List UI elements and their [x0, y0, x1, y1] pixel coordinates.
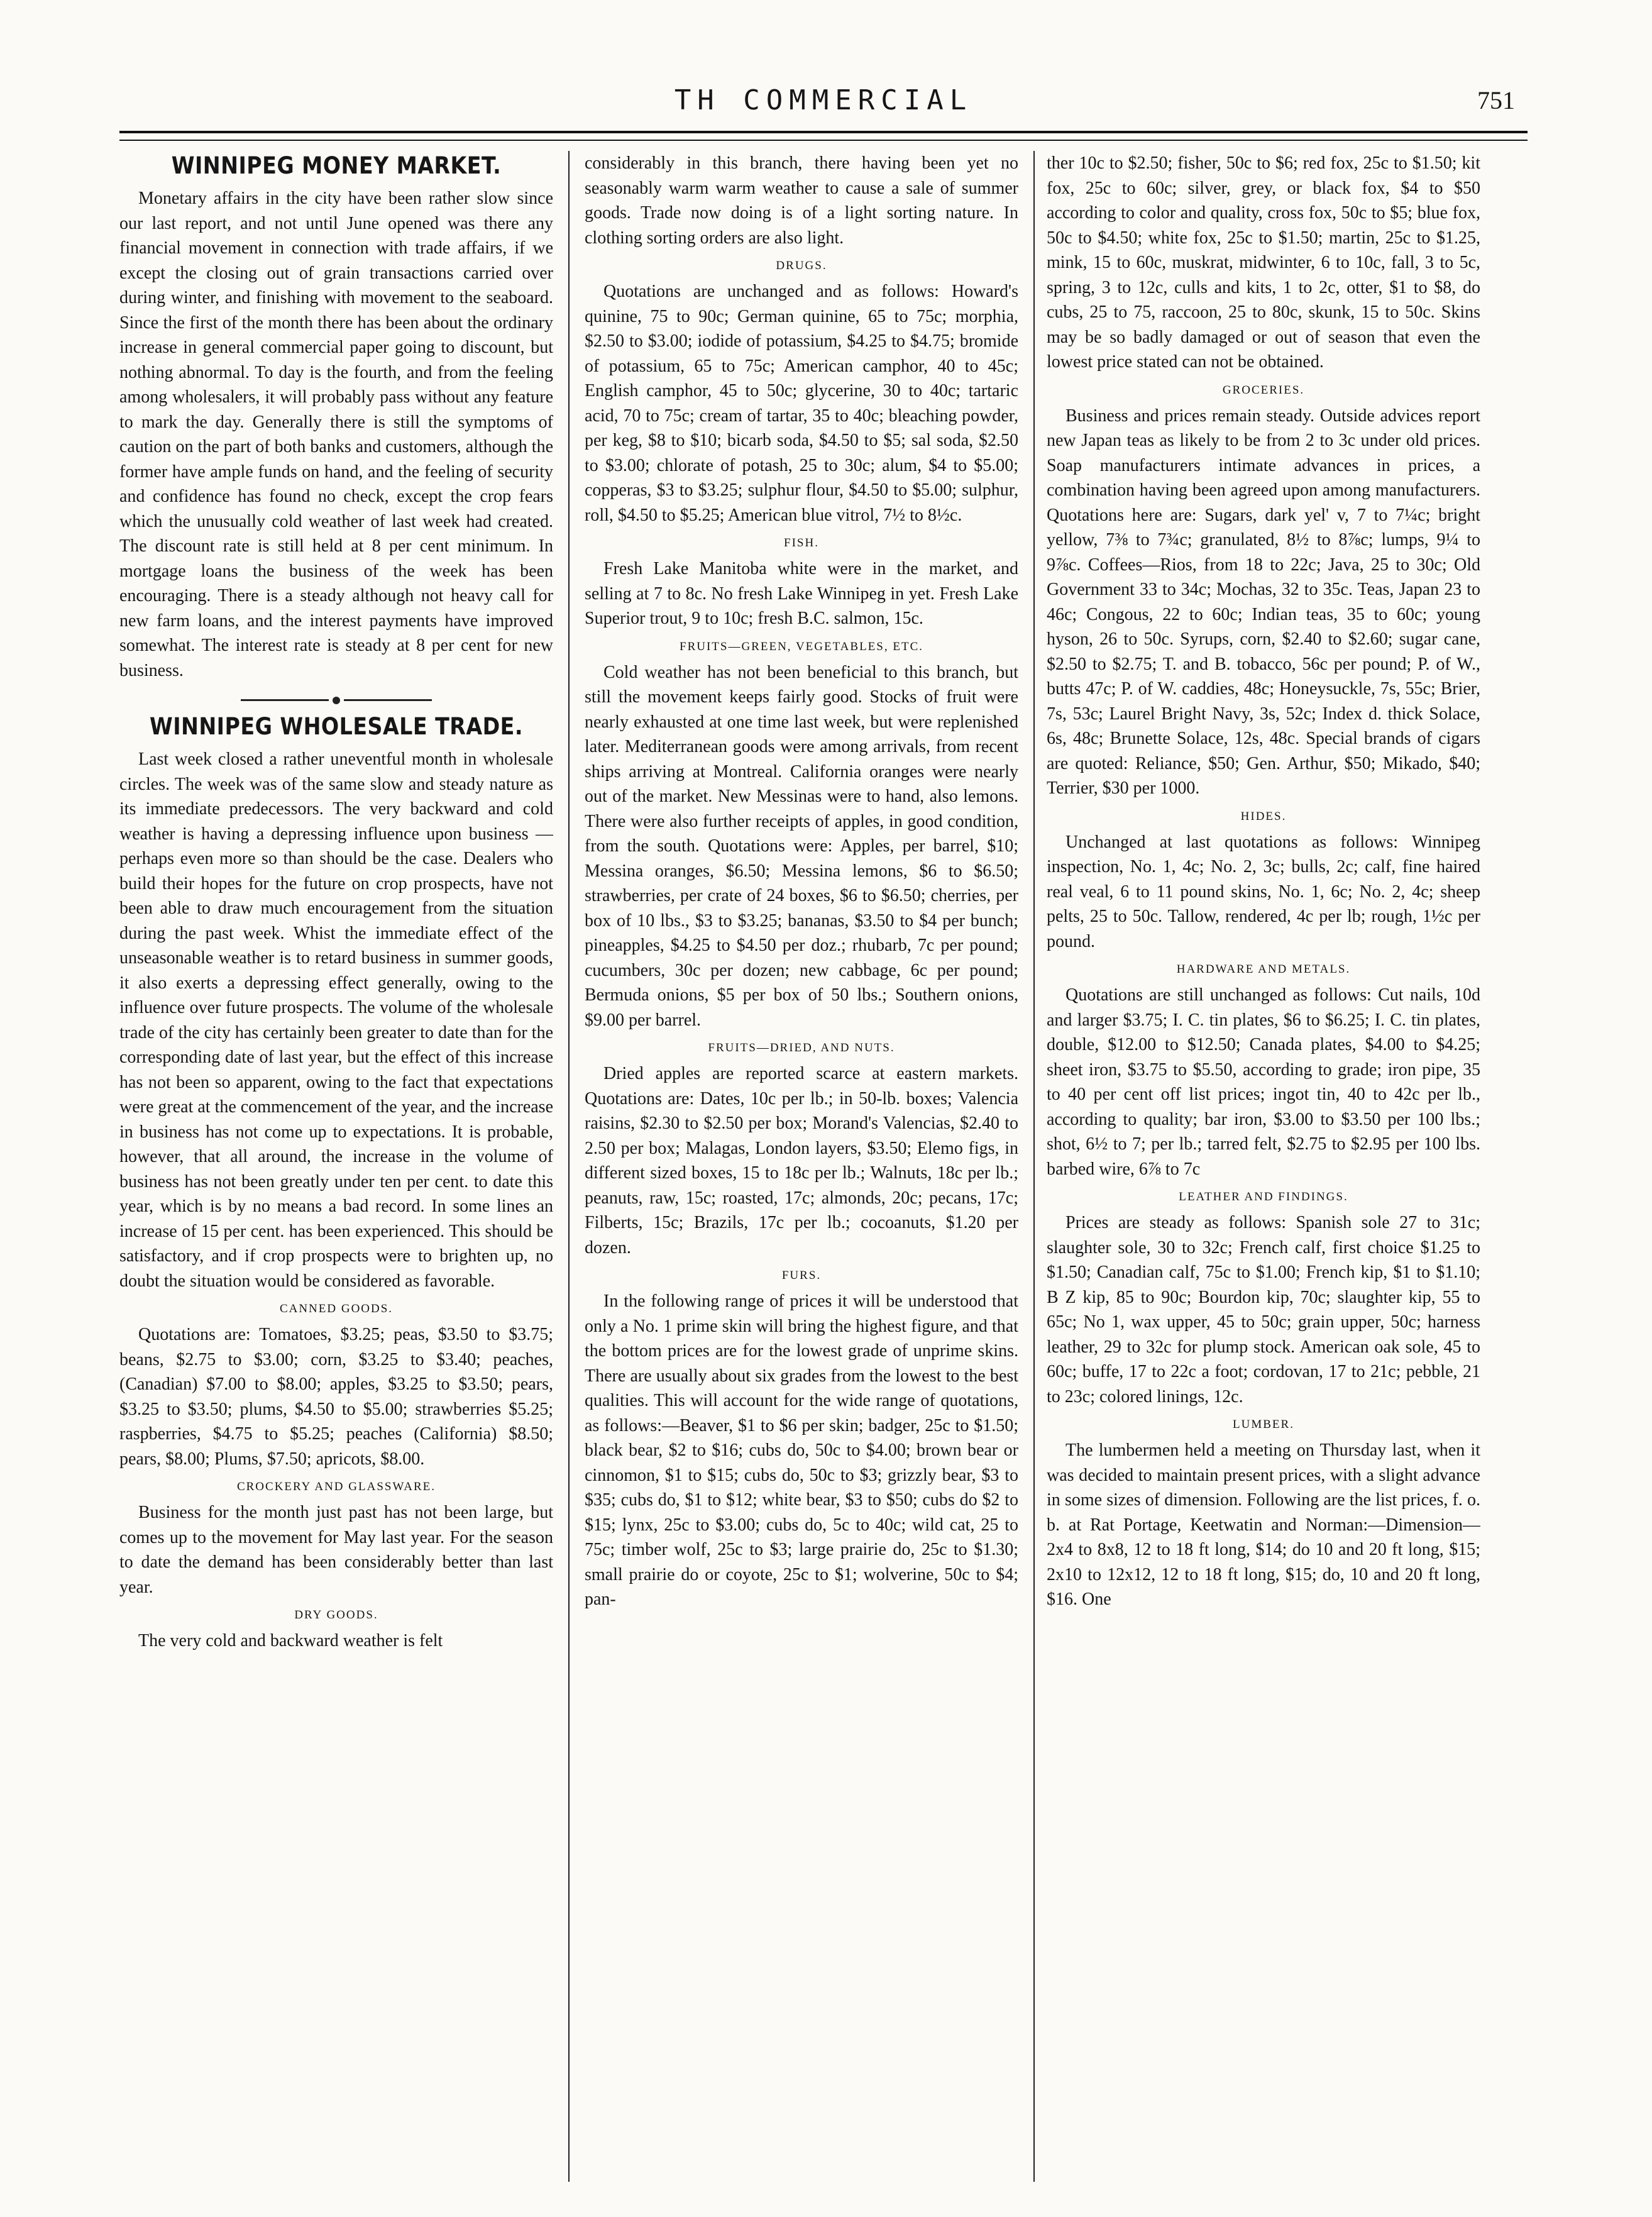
section-subhead: DRUGS. — [776, 259, 827, 272]
section-subhead: LEATHER AND FINDINGS. — [1179, 1190, 1348, 1203]
article-separator — [119, 687, 553, 705]
section-subhead: DRY GOODS. — [294, 1608, 378, 1622]
section-subhead: CROCKERY AND GLASSWARE. — [236, 1480, 436, 1493]
article-paragraph: Unchanged at last quotations as follows: Winnipeg inspection, No. 1, 4c; No. 2, 3c; bulls, 2c; calf, fine haired real veal, 6 to 11 pound skins, No. 1, 6c; No. 2, 4c; sheep pelts, 25 to 50c. Tallow, rendered, 4c per lb; rough, 1½c per pound. — [1047, 832, 1480, 951]
column-divider — [568, 151, 570, 2182]
section-subhead: LUMBER. — [1233, 1418, 1294, 1431]
article-paragraph: Last week closed a rather uneventful month in wholesale circles. The week was of the same slow and steady nature as its immediate predecessors. The very backward and cold weather is having a depressing influence upon business —perhaps even more so than should be the case. Dealers who build their hopes for the future on crop prospects, have not been able to draw much encouragement from the situation during the past week. Whist the immediate effect of the unseasonable weather is to retard business in summer goods, it also exerts a depressing effect generally, owing to the influence over future prospects. The volume of the wholesale trade of the city has certainly been greater to date than for the corresponding date of last year, but the effect of this increase has not been so apparent, owing to the fact that expectations were great at the commencement of the year, and the increase in business has not come up to expectations. It is probable, however, that all around, the increase in the volume of business has not been greatly under ten per cent. to date this year, which is by no means a bad record. In some lines an increase of 15 per cent. has been experienced. This should be satisfactory, and if crop prospects were to brighten up, no doubt the situation would be considered as favorable. — [119, 749, 553, 1291]
article-paragraph: In the following range of prices it will be understood that only a No. 1 prime skin will bring the highest figure, and that the bottom prices are for the lowest grade of unprime skins. There are usually about six grades from the lowest to the best qualities. This will account for the wide range of quotations, as follows:—Beaver, $1 to $6 per skin; badger, 25c to $1.50; black bear, $2 to $16; cubs do, 50c to $4.00; brown bear or cinnomon, $1 to $15; cubs do, 50c to $3; grizzly bear, $3 to $35; cubs do, $1 to $12; white bear, $3 to $50; cubs do $2 to $15; lynx, 25c to $3.00; cubs do, 5c to 40c; wild cat, 25 to 75c; timber wolf, 25c to $3; large prairie do, 25c to $1.30; small prairie do or coyote, 25c to $1; wolverine, 50c to $4; pan- — [585, 1291, 1018, 1609]
article-paragraph: ther 10c to $2.50; fisher, 50c to $6; red fox, 25c to $1.50; kit fox, 25c to 60c; silver, grey, or black fox, $4 to $50 according to color and quality, cross fox, 50c to $5; blue fox, 50c to $4.50; white fox, 25c to $1.50; martin, 25c to $1.25, mink, 15 to 60c, muskrat, midwinter, 6 to 10c, fall, 3 to 5c, spring, 3 to 12c, culls and kits, 1 to 2c, otter, $1 to $8, do cubs, 25 to 75, raccoon, 25 to 80c, skunk, 15 to 50c. Skins may be so badly damaged or out of season that even the lowest price stated can not be obtained. — [1047, 153, 1480, 372]
header-rule-thin — [119, 140, 1528, 141]
column-right — [1047, 151, 1480, 2194]
article-paragraph: Business for the month just past has not been large, but comes up to the movement for May last year. For the season to date the demand has been considerably better than last year. — [119, 1503, 553, 1597]
article-paragraph: Quotations are still unchanged as follows: Cut nails, 10d and larger $3.75; I. C. tin plates, $6 to $6.25; I. C. tin plates, double, $12.00 to $12.50; Canada plates, $4.00 to $4.25; sheet iron, $3.75 to $5.50, according to grade; iron pipe, 35 to 40 per cent off list prices; ingot tin, 40 to 42c per lb., according to quality; bar iron, $3.00 to $3.50 per 100 lbs.; shot, 6½ to 7; per lb.; tarred felt, $2.75 to $2.95 per 100 lbs. barbed wire, 6⅞ to 7c — [1047, 985, 1480, 1179]
column-divider — [1033, 151, 1035, 2182]
section-subhead: HIDES. — [1240, 809, 1287, 823]
section-subhead: FRUITS—DRIED, AND NUTS. — [708, 1041, 895, 1054]
page-number: 751 — [1477, 86, 1515, 114]
article-paragraph: Cold weather has not been beneficial to this branch, but still the movement keeps fairly good. Stocks of fruit were nearly exhausted at one time last week, but were replenished later. Mediterranean goods were among arrivals, from recent ships arriving at Montreal. California oranges were nearly out of the market. New Messinas were to hand, also lemons. There were also further receipts of apples, in good condition, from the south. Quotations were: Apples, per barrel, $10; Messina oranges, $6.50; Messina lemons, $6 to $6.50; strawberries, per crate of 24 boxes, $6 to $6.50; cherries, per box of 10 lbs., $3 to $3.25; bananas, $3.50 to $4 per bunch; pineapples, $4.25 to $4.50 per doz.; rhubarb, 7c per pound; cucumbers, 30c per dozen; new cabbage, 6c per pound; Bermuda onions, $5 per box of 50 lbs.; Southern onions, $9.00 per barrel. — [585, 662, 1018, 1030]
article-headline: WINNIPEG MONEY MARKET. — [171, 152, 502, 179]
column-left — [119, 151, 553, 2194]
section-subhead: FRUITS—GREEN, VEGETABLES, ETC. — [680, 639, 923, 653]
masthead — [119, 80, 1528, 131]
article-paragraph: Dried apples are reported scarce at eastern markets. Quotations are: Dates, 10c per lb.; in 50-lb. boxes; Valencia raisins, $2.30 to $2.50 per box; Morand's Valencias, $2.40 to 2.50 per box; Malagas, London layers, $3.50; Elemo figs, in different sized boxes, 15 to 18c per lb.; Walnuts, 18c per lb.; peanuts, raw, 15c; roasted, 17c; almonds, 20c; pecans, 17c; Filberts, 15c; Brazils, 17c per lb.; cocoanuts, $1.20 per dozen. — [585, 1064, 1018, 1258]
article-paragraph: The lumbermen held a meeting on Thursday last, when it was decided to maintain present prices, with a slight advance in some sizes of dimension. Following are the list prices, f. o. b. at Rat Portage, Keetwatin and Norman:—Dimension—2x4 to 8x8, 12 to 18 ft long, $14; do 10 and 20 ft long, $15; 2x10 to 12x12, 12 to 18 ft long, $15; do, 10 and 20 ft long, $16. One — [1047, 1440, 1480, 1609]
article-paragraph: Prices are steady as follows: Spanish sole 27 to 31c; slaughter sole, 30 to 32c; French calf, first choice $1.25 to $1.50; Canadian calf, 75c to $1.00; French kip, $1 to $1.10; B Z kip, 85 to 90c; Bourdon kip, 70c; slaughter kip, 55 to 65c; No 1, wax upper, 45 to 50c; grain upper, 50c; harness leather, 29 to 32c for plump stock. American oak sole, 45 to 60c; buffe, 17 to 22c a foot; cordovan, 17 to 21c; pebble, 21 to 23c; colored linings, 12c. — [1047, 1213, 1480, 1407]
article-paragraph: Quotations are unchanged and as follows: Howard's quinine, 75 to 90c; German quinine, 65 to 75c; morphia, $2.50 to $3.00; iodide of potassium, $4.25 to $4.75; bromide of potassium, 65 to 75c; American camphor, 40 to 45c; English camphor, 45 to 50c; glycerine, 30 to 40c; tartaric acid, 70 to 75c; cream of tartar, 35 to 40c; bleaching powder, per keg, $8 to $10; bicarb soda, $4.50 to $5; sal soda, $2.50 to $3.00; chlorate of potash, 25 to 30c; alum, $4 to $5.00; copperas, $3 to $3.25; sulphur flour, $4.50 to $5.00; sulphur, roll, $4.50 to $5.25; American blue vitrol, 7½ to 8½c. — [585, 282, 1018, 525]
section-subhead: CANNED GOODS. — [279, 1302, 394, 1315]
section-subhead: FURS. — [781, 1269, 822, 1282]
article-paragraph: considerably in this branch, there having been yet no seasonably warm warm weather to cause a sale of summer goods. Trade now doing is of a light sorting nature. In clothing sorting orders are also light. — [585, 153, 1018, 248]
article-paragraph: Quotations are: Tomatoes, $3.25; peas, $3.50 to $3.75; beans, $2.75 to $3.00; corn, $3.25 to $3.40; peaches, (Canadian) $7.00 to $8.00; apples, $3.25 to $3.50; pears, $3.25 to $3.50; plums, $4.50 to $5.00; strawberries $5.25; raspberries, $4.75 to $5.25; peaches (California) $8.50; pears, $8.00; Plums, $7.50; apricots, $8.00. — [119, 1325, 553, 1469]
publication-title: TH COMMERCIAL — [674, 84, 973, 116]
section-subhead: HARDWARE AND METALS. — [1176, 963, 1351, 976]
article-headline: WINNIPEG WHOLESALE TRADE. — [150, 713, 523, 740]
article-paragraph: Business and prices remain steady. Outside advices report new Japan teas as likely to be from 2 to 3c under old prices. Soap manufacturers intimate advances in prices, a combination having been agreed upon among manufacturers. Quotations here are: Sugars, dark yel' v, 7 to 7¼c; bright yellow, 7⅜ to 7¾c; granulated, 8½ to 8⅞c; lumps, 9¼ to 9⅞c. Coffees—Rios, from 18 to 22c; Java, 25 to 30c; Old Government 33 to 34c; Mochas, 32 to 35c. Teas, Japan 23 to 46c; Congous, 22 to 60c; Indian teas, 35 to 60c; young hyson, 26 to 50c. Syrups, corn, $2.40 to $2.60; sugar cane, $2.50 to $2.75; T. and B. tobacco, 56c per pound; P. of W., butts 47c; P. of W. caddies, 48c; Honeysuckle, 7s, 55c; Brier, 7s, 53c; Laurel Bright Navy, 3s, 52c; Index d. thick Solace, 6s, 48c; Brunette Solace, 12s, 48c. Special brands of cigars are quoted: Reliance, $50; Gen. Arthur, $50; Mikado, $40; Terrier, $30 per 1000. — [1047, 406, 1480, 798]
article-paragraph: Fresh Lake Manitoba white were in the market, and selling at 7 to 8c. No fresh Lake Winnipeg in yet. Fresh Lake Superior trout, 9 to 10c; fresh B.C. salmon, 15c. — [585, 559, 1018, 628]
article-paragraph: The very cold and backward weather is felt — [138, 1631, 443, 1650]
header-rule-thick — [119, 131, 1528, 133]
section-subhead: FISH. — [784, 536, 819, 550]
section-subhead: GROCERIES. — [1222, 383, 1305, 397]
article-paragraph: Monetary affairs in the city have been rather slow since our last report, and not until June opened was there any financial movement in connection with trade affairs, if we except the closing out of grain transactions carried over during winter, and finishing with movement to the seaboard. Since the first of the month there has been about the ordinary increase in general commercial paper going to discount, but nothing abnormal. To day is the fourth, and from the feeling among wholesalers, it will probably pass without any feature to mark the day. Generally there is still the symptoms of caution on the part of both banks and customers, although the former have ample funds on hand, and the feeling of security and confidence has found no check, except the crop fears which the unusually cold weather of last week had created. The discount rate is still held at 8 per cent minimum. In mortgage loans the business of the week has been encouraging. There is a steady although not heavy call for new farm loans, and the interest payments have improved somewhat. The interest rate is steady at 8 per cent for new business. — [119, 189, 553, 680]
column-middle — [585, 151, 1018, 2194]
